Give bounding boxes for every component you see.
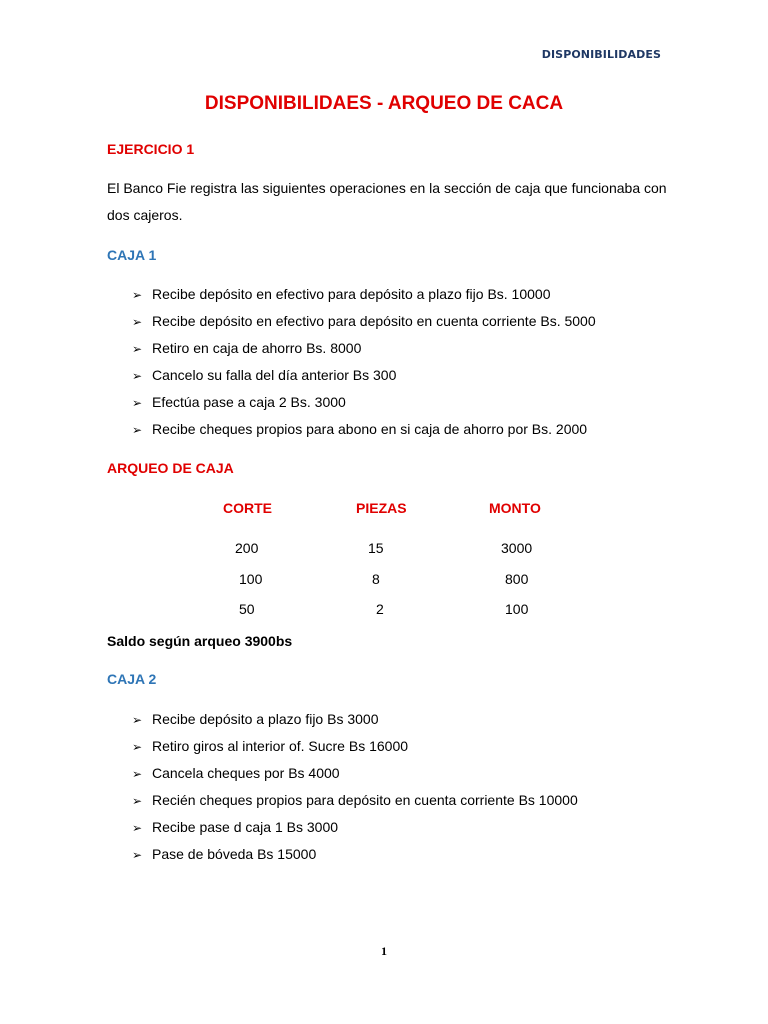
list-item-text: Efectúa pase a caja 2 Bs. 3000 [152, 394, 346, 410]
list-item [132, 416, 596, 443]
list-item-text: Recibe depósito en efectivo para depósito a plazo fijo Bs. 10000 [152, 286, 551, 302]
list-item-text: Recibe depósito a plazo fijo Bs 3000 [152, 711, 379, 727]
column-header-corte: CORTE [223, 500, 272, 516]
arrow-bullet-icon: ➢ [132, 396, 143, 410]
arrow-bullet-icon: ➢ [132, 713, 143, 727]
list-item [132, 760, 578, 787]
list-item-text: Cancelo su falla del día anterior Bs 300 [152, 367, 397, 383]
caja2-operations-list [132, 706, 578, 868]
caja2-heading: CAJA 2 [107, 671, 157, 687]
list-item [132, 389, 596, 416]
arqueo-heading: ARQUEO DE CAJA [107, 460, 234, 476]
arrow-bullet-icon: ➢ [132, 848, 143, 862]
caja1-heading: CAJA 1 [107, 247, 157, 263]
list-item [132, 841, 578, 868]
arrow-bullet-icon: ➢ [132, 342, 143, 356]
page-title: DISPONIBILIDAES - ARQUEO DE CACA [204, 93, 564, 114]
list-item-text: Retiro giros al interior of. Sucre Bs 16000 [152, 738, 409, 754]
arrow-bullet-icon: ➢ [132, 767, 143, 781]
list-item [132, 733, 578, 760]
arrow-bullet-icon: ➢ [132, 821, 143, 835]
list-item [132, 308, 596, 335]
list-item-text: Recibe pase d caja 1 Bs 3000 [152, 819, 339, 835]
saldo-summary: Saldo según arqueo 3900bs [107, 633, 293, 649]
list-item-text: Recién cheques propios para depósito en cuenta corriente Bs 10000 [152, 792, 578, 808]
column-header-monto: MONTO [489, 500, 541, 516]
table-cell-piezas: 8 [372, 571, 380, 587]
column-header-piezas: PIEZAS [356, 500, 407, 516]
list-item [132, 362, 596, 389]
list-item [132, 814, 578, 841]
arrow-bullet-icon: ➢ [132, 794, 143, 808]
table-cell-corte: 200 [235, 540, 259, 556]
page-number: 1 [381, 944, 387, 958]
list-item [132, 787, 578, 814]
list-item [132, 335, 596, 362]
list-item-text: Cancela cheques por Bs 4000 [152, 765, 340, 781]
table-cell-monto: 3000 [501, 540, 533, 556]
list-item [132, 706, 578, 733]
caja1-operations-list [132, 281, 596, 443]
list-item-text: Recibe cheques propios para abono en si caja de ahorro por Bs. 2000 [152, 421, 588, 437]
table-cell-monto: 100 [505, 601, 529, 617]
list-item [132, 281, 596, 308]
list-item-text: Retiro en caja de ahorro Bs. 8000 [152, 340, 362, 356]
arrow-bullet-icon: ➢ [132, 288, 143, 302]
arrow-bullet-icon: ➢ [132, 423, 143, 437]
table-cell-piezas: 2 [376, 601, 384, 617]
running-header: DISPONIBILIDADES [541, 48, 661, 61]
list-item-text: Pase de bóveda Bs 15000 [152, 846, 317, 862]
table-cell-monto: 800 [505, 571, 529, 587]
list-item-text: Recibe depósito en efectivo para depósito en cuenta corriente Bs. 5000 [152, 313, 596, 329]
exercise-intro: El Banco Fie registra las siguientes operaciones en la sección de caja que funcionaba con dos cajeros. [107, 180, 667, 223]
arrow-bullet-icon: ➢ [132, 315, 143, 329]
arrow-bullet-icon: ➢ [132, 369, 143, 383]
arrow-bullet-icon: ➢ [132, 740, 143, 754]
table-cell-corte: 100 [239, 571, 263, 587]
table-cell-piezas: 15 [368, 540, 384, 556]
exercise-heading: EJERCICIO 1 [107, 141, 195, 157]
table-cell-corte: 50 [239, 601, 255, 617]
